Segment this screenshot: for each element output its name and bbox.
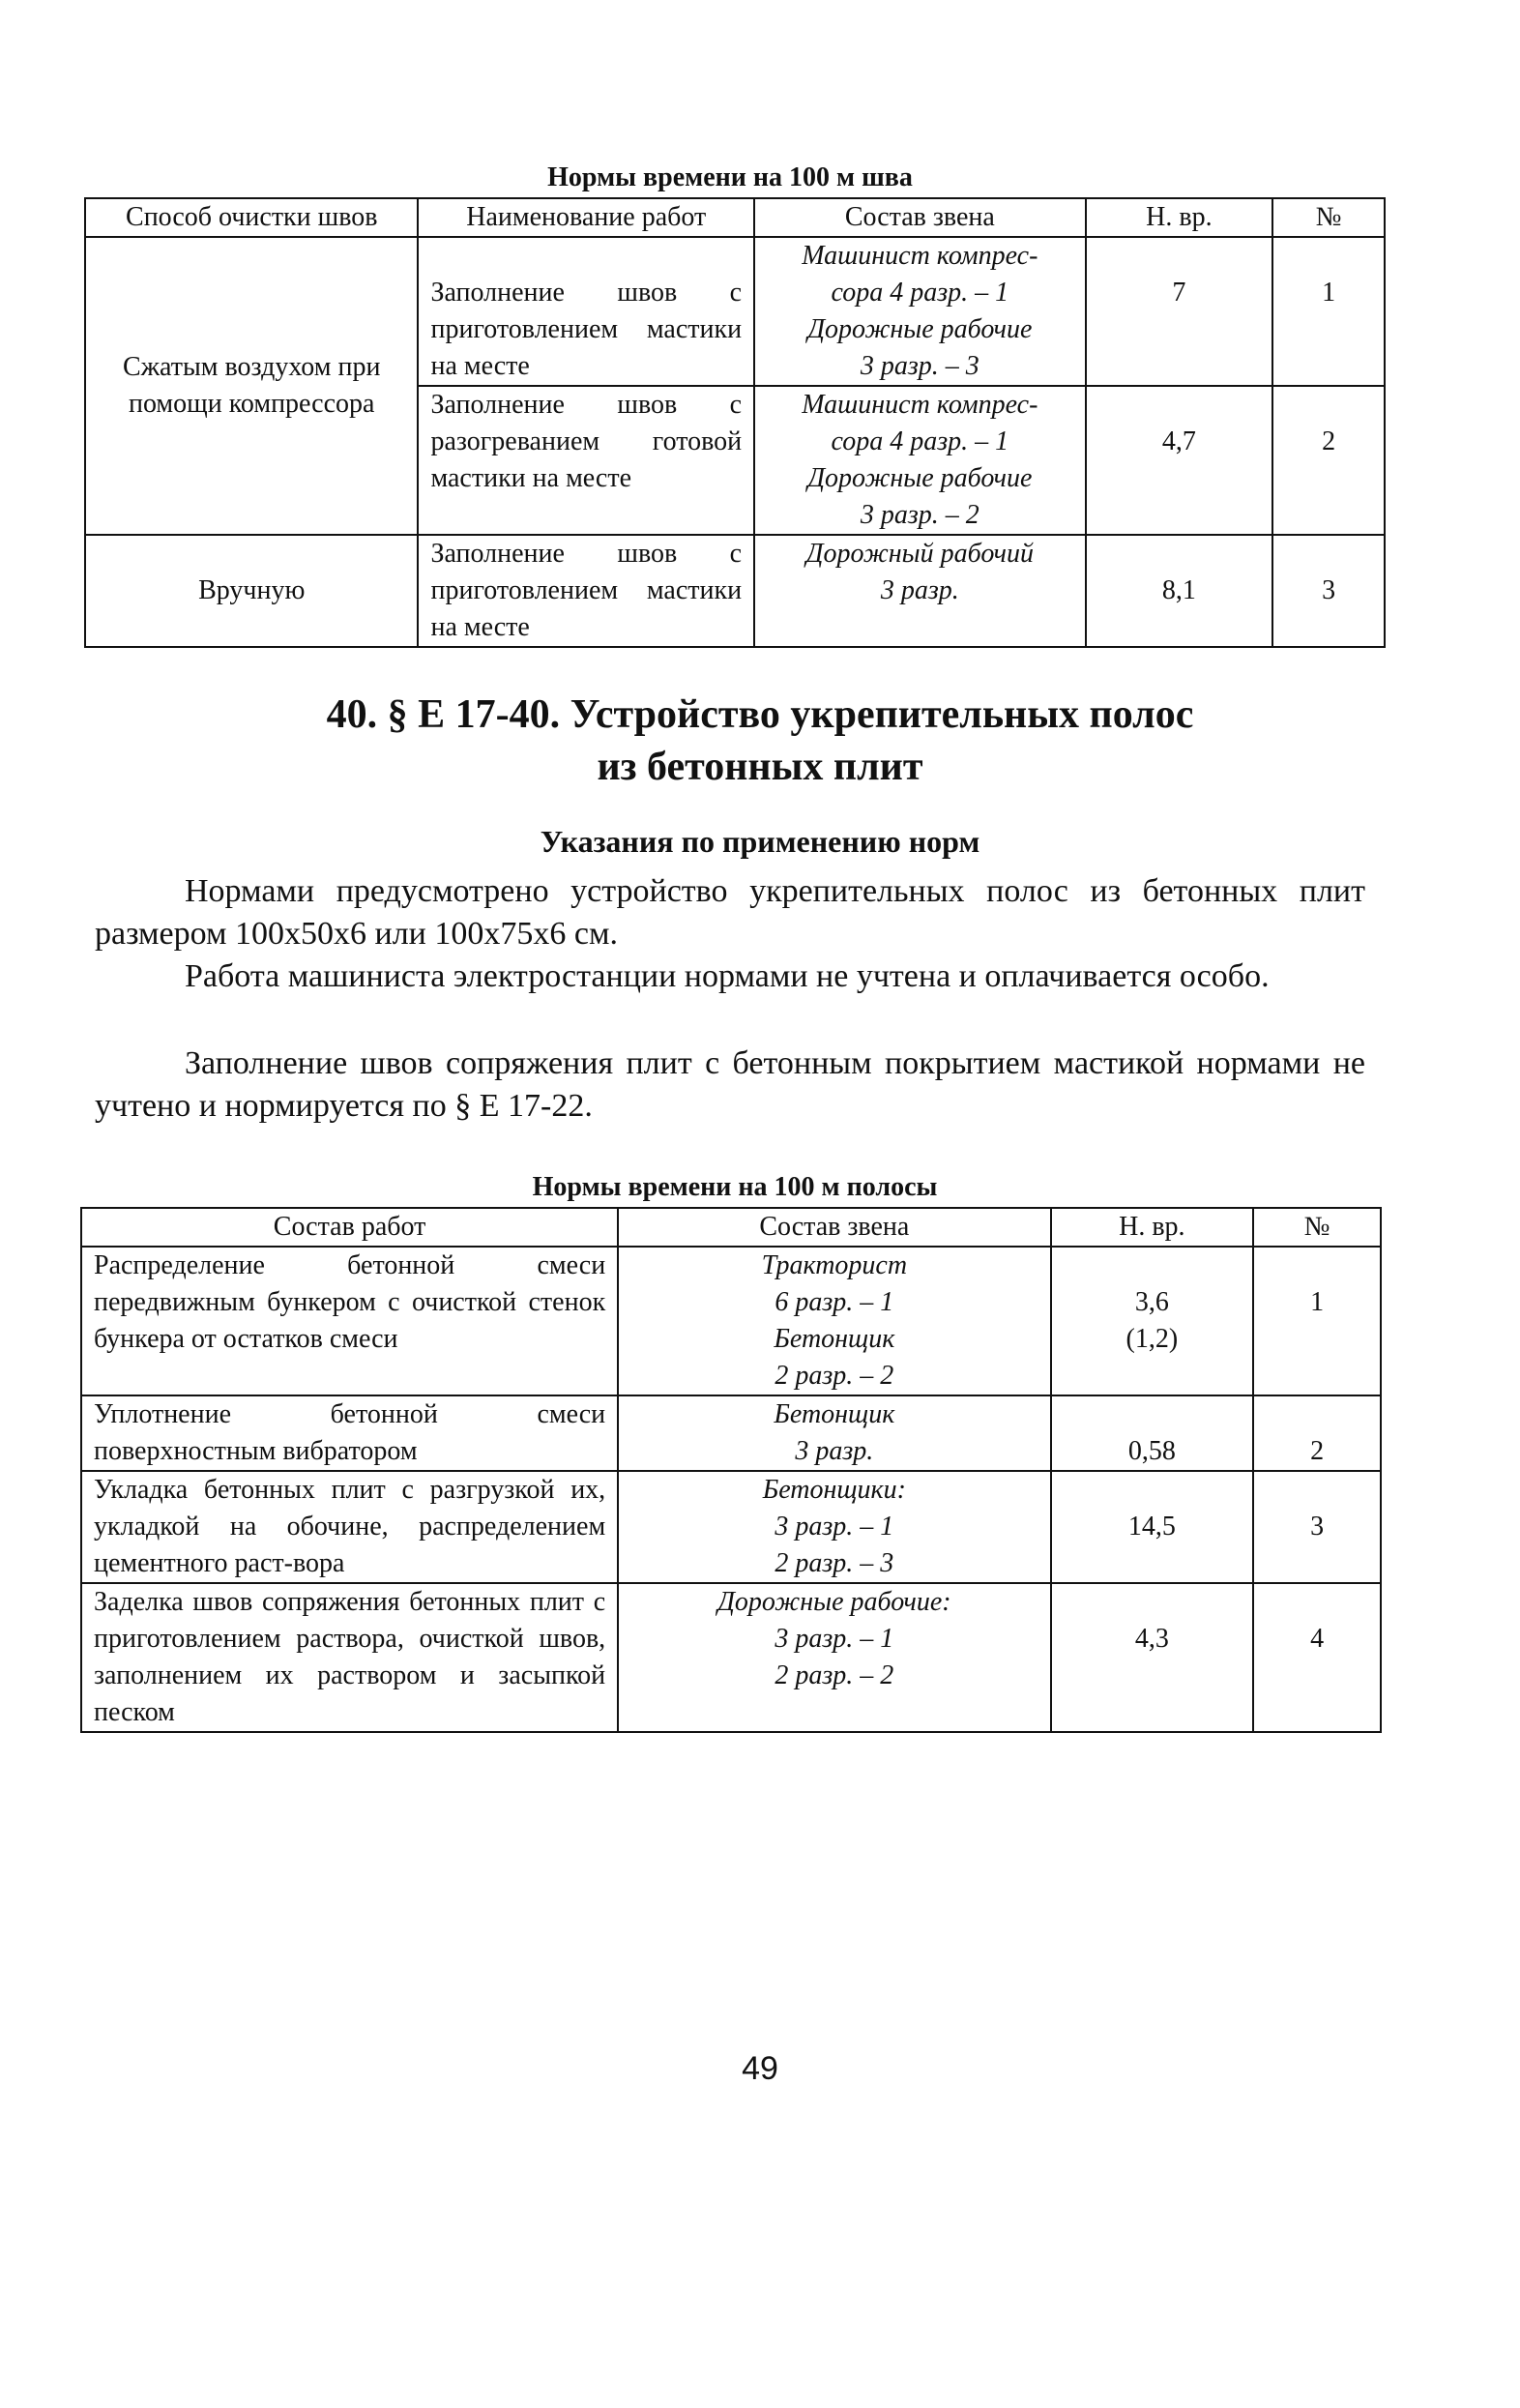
- work-cell: Заполнение швов с приготовлением мастики на месте: [418, 237, 754, 386]
- crew-cell: [618, 1247, 1050, 1395]
- table2-caption: Нормы времени на 100 м полосы: [532, 1172, 938, 1202]
- time-norm-cell: 4,3: [1051, 1583, 1254, 1732]
- table-row: [81, 1395, 1381, 1471]
- row-number-cell: 3: [1272, 535, 1385, 647]
- paragraph: Заполнение швов сопряжения плит с бетонным покрытием мастикой нормами не учтено и нормируется по § Е 17-22.: [95, 1045, 1365, 1124]
- header-crew: Состав звена: [618, 1208, 1050, 1247]
- crew-cell: [754, 386, 1085, 535]
- header-time: Н. вр.: [1051, 1208, 1254, 1247]
- crew-line: 3 разр. – 1: [775, 1512, 894, 1542]
- time-norm-extra: (1,2): [1125, 1324, 1179, 1354]
- crew-line: 3 разр. – 1: [775, 1624, 894, 1654]
- crew-line: 6 разр. – 1: [775, 1287, 894, 1317]
- crew-line: Дорожный рабочий: [805, 539, 1034, 569]
- crew-cell: [618, 1471, 1050, 1583]
- row-number-cell: 3: [1253, 1471, 1381, 1583]
- work-cell: Заполнение швов с разогреванием готовой мастики на месте: [418, 386, 754, 535]
- crew-cell: [754, 237, 1085, 386]
- header-time: Н. вр.: [1086, 198, 1273, 237]
- header-number: №: [1253, 1208, 1381, 1247]
- crew-line: 3 разр. – 2: [860, 500, 979, 530]
- time-norm-cell: 14,5: [1051, 1471, 1254, 1583]
- crew-line: Дорожные рабочие: [807, 463, 1033, 493]
- table1-caption: Нормы времени на 100 м шва: [547, 162, 913, 192]
- crew-cell: [618, 1395, 1050, 1471]
- work-cell: Уплотнение бетонной смеси поверхностным вибратором: [81, 1395, 618, 1471]
- header-method: Способ очистки швов: [85, 198, 418, 237]
- crew-line: Дорожные рабочие:: [717, 1587, 951, 1617]
- crew-line: Дорожные рабочие: [807, 314, 1033, 344]
- time-norms-table-seams: [84, 197, 1386, 648]
- row-number-cell: 1: [1253, 1247, 1381, 1395]
- row-number-cell: 4: [1253, 1583, 1381, 1732]
- time-norms-table-strip: [80, 1207, 1382, 1733]
- row-number-cell: 1: [1272, 237, 1385, 386]
- crew-line: 2 разр. – 3: [775, 1548, 894, 1578]
- crew-line: 2 разр. – 2: [775, 1660, 894, 1690]
- time-norm-value: 3,6: [1134, 1287, 1169, 1317]
- table-row: [81, 1583, 1381, 1732]
- crew-line: Бетонщик: [774, 1324, 895, 1354]
- section-title-line: из бетонных плит: [597, 745, 923, 789]
- section-title: [0, 689, 1520, 793]
- page-number: 49: [742, 2050, 778, 2087]
- paragraph: Работа машиниста электростанции нормами не учтена и оплачивается особо.: [185, 958, 1270, 994]
- section-subtitle: Указания по применению норм: [540, 824, 980, 859]
- header-crew: Состав звена: [754, 198, 1085, 237]
- paragraph: Нормами предусмотрено устройство укрепительных полос из бетонных плит размером 100х50х6 или 100х75х6 см.: [95, 873, 1365, 952]
- method-cell: Сжатым воздухом при помощи компрессора: [85, 237, 418, 535]
- crew-line: сора 4 разр. – 1: [831, 278, 1009, 308]
- table-row: [81, 1471, 1381, 1583]
- table-header-row: [81, 1208, 1381, 1247]
- crew-line: 3 разр.: [880, 575, 959, 605]
- work-cell: Укладка бетонных плит с разгрузкой их, укладкой на обочине, распределением цементного раст-вора: [81, 1471, 618, 1583]
- time-norm-cell: 4,7: [1086, 386, 1273, 535]
- table-row: [81, 1247, 1381, 1395]
- crew-line: 2 разр. – 2: [775, 1361, 894, 1391]
- work-cell: Распределение бетонной смеси передвижным бункером с очисткой стенок бункера от остатков смеси: [81, 1247, 618, 1395]
- time-norm-cell: 7: [1086, 237, 1273, 386]
- crew-line: 3 разр. – 3: [860, 351, 979, 381]
- table-row: [85, 237, 1385, 386]
- crew-line: Бетонщик: [774, 1399, 895, 1429]
- time-norm-cell: [1051, 1247, 1254, 1395]
- crew-cell: [754, 535, 1085, 647]
- method-cell: Вручную: [85, 535, 418, 647]
- time-norm-cell: 8,1: [1086, 535, 1273, 647]
- crew-line: Бетонщики:: [762, 1475, 906, 1505]
- header-work: Наименование работ: [418, 198, 754, 237]
- section-title-line: 40. § Е 17-40. Устройство укрепительных полос: [326, 692, 1194, 737]
- table-header-row: [85, 198, 1385, 237]
- crew-line: Машинист компрес-: [802, 241, 1038, 271]
- header-work: Состав работ: [81, 1208, 618, 1247]
- crew-line: Тракторист: [761, 1250, 908, 1280]
- work-cell: Заделка швов сопряжения бетонных плит с приготовлением раствора, очисткой швов, заполнением их раствором и засыпкой песком: [81, 1583, 618, 1732]
- header-number: №: [1272, 198, 1385, 237]
- crew-line: сора 4 разр. – 1: [831, 426, 1009, 456]
- crew-cell: [618, 1583, 1050, 1732]
- work-cell: Заполнение швов с приготовлением мастики на месте: [418, 535, 754, 647]
- time-norm-cell: 0,58: [1051, 1395, 1254, 1471]
- row-number-cell: 2: [1253, 1395, 1381, 1471]
- crew-line: 3 разр.: [795, 1436, 874, 1466]
- crew-line: Машинист компрес-: [802, 390, 1038, 420]
- table-row: [85, 535, 1385, 647]
- row-number-cell: 2: [1272, 386, 1385, 535]
